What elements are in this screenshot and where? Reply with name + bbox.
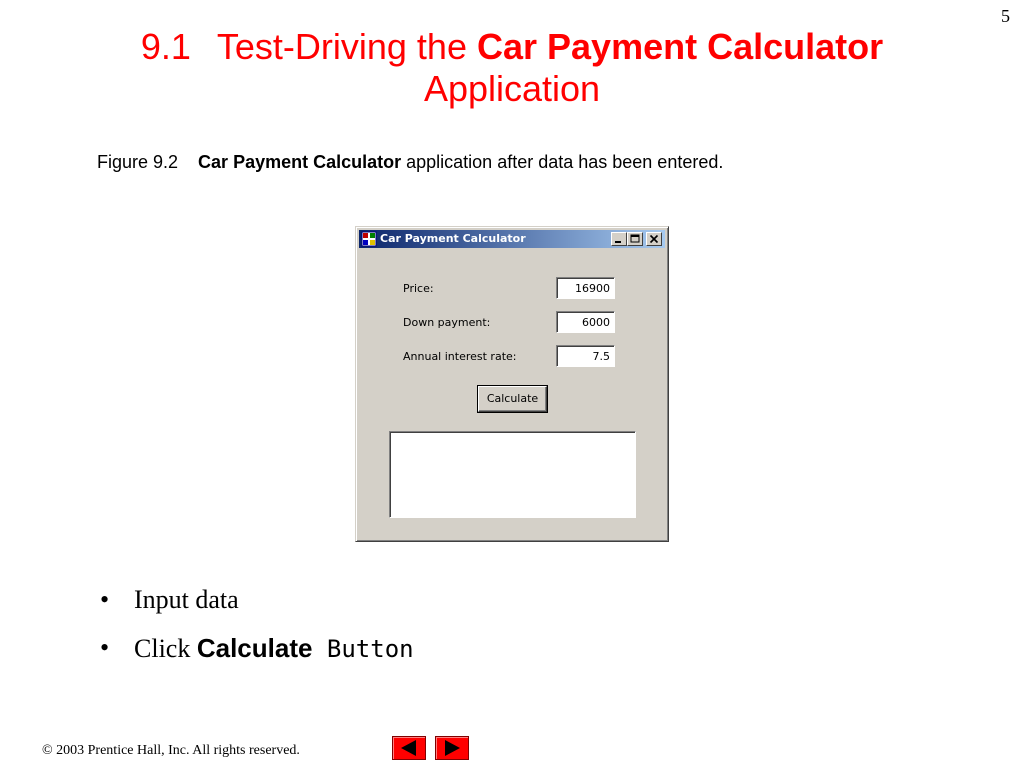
bullet-prefix: Click xyxy=(134,634,197,663)
price-label: Price: xyxy=(403,282,434,295)
window-title: Car Payment Calculator xyxy=(380,232,526,245)
down-payment-input[interactable]: 6000 xyxy=(556,311,615,333)
car-payment-calculator-window xyxy=(355,226,669,542)
figure-number: Figure 9.2 xyxy=(97,152,179,172)
down-payment-label: Down payment: xyxy=(403,316,491,329)
section-number: 9.1 xyxy=(140,26,191,67)
page-number: 5 xyxy=(1001,6,1010,26)
minimize-button[interactable] xyxy=(611,232,627,246)
previous-slide-button[interactable] xyxy=(392,736,426,760)
caption-app-name: Car Payment Calculator xyxy=(198,152,402,172)
maximize-icon xyxy=(628,233,642,245)
bullet-icon: • xyxy=(100,585,110,614)
bullet-mono: Button xyxy=(312,635,414,663)
slide-title xyxy=(0,26,1024,110)
title-suffix: Application xyxy=(423,68,601,109)
close-button[interactable] xyxy=(646,232,662,246)
minimize-icon xyxy=(612,233,626,245)
bullet-text: Input data xyxy=(134,585,239,614)
next-slide-button[interactable] xyxy=(435,736,469,760)
title-prefix: Test-Driving the xyxy=(216,26,477,67)
figure-caption xyxy=(97,152,723,173)
list-item xyxy=(100,630,414,678)
arrow-right-icon xyxy=(436,737,468,759)
calculate-button[interactable]: Calculate xyxy=(478,386,547,412)
interest-rate-label: Annual interest rate: xyxy=(403,350,517,363)
payments-output-box[interactable] xyxy=(389,431,636,518)
maximize-button[interactable] xyxy=(627,232,643,246)
arrow-left-icon xyxy=(393,737,425,759)
bullet-list xyxy=(100,582,414,678)
caption-text: application after data has been entered. xyxy=(401,152,724,172)
copyright-footer: © 2003 Prentice Hall, Inc. All rights reserved. xyxy=(42,743,300,758)
list-item xyxy=(100,582,414,630)
app-icon xyxy=(361,231,377,247)
price-input[interactable]: 16900 xyxy=(556,277,615,299)
bullet-icon: • xyxy=(100,633,110,662)
close-icon xyxy=(647,233,661,245)
window-titlebar[interactable] xyxy=(359,230,665,248)
title-app-name: Car Payment Calculator xyxy=(476,26,884,67)
bullet-bold: Calculate xyxy=(196,633,313,663)
interest-rate-input[interactable]: 7.5 xyxy=(556,345,615,367)
